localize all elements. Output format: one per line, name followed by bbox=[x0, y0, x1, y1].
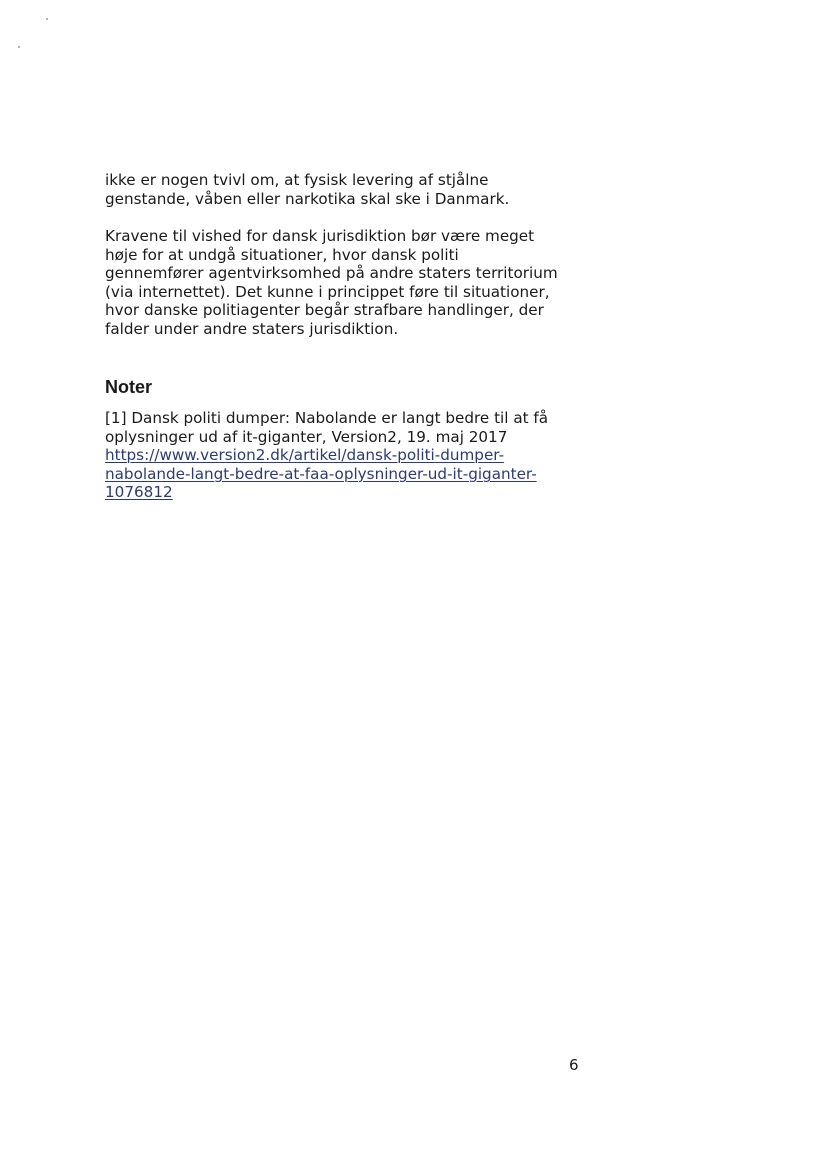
footnote-text: oplysninger ud af it-giganter, Version2, 19. maj 2017 bbox=[105, 427, 508, 446]
scan-speck bbox=[18, 46, 20, 48]
scan-speck bbox=[46, 18, 48, 20]
body-paragraph: ikke er nogen tvivl om, at fysisk levering af stjålne genstande, våben eller narkotika skal ske i Danmark. bbox=[105, 171, 510, 208]
notes-heading: Noter bbox=[105, 377, 153, 397]
footnote-text: [1] Dansk politi dumper: Nabolande er langt bedre til at få bbox=[105, 409, 549, 427]
body-paragraph: Kravene til vished for dansk jurisdiktion bør være meget høje for at undgå situationer, hvor dansk politi gennemfører agentvirksomhed på andre staters territorium (via internettet). Det kunne i princippet føre til situationer, hvor danske politiagenter begår strafbare handlinger, der falder under andre staters jurisdiktion. bbox=[105, 227, 558, 338]
footnote-link[interactable]: https://www.version2.dk/artikel/dansk-politi-dumper- nabolande-langt-bedre-at-faa-oplysninger-ud-it-giganter- 1076812 bbox=[105, 446, 537, 502]
footnote bbox=[105, 409, 585, 502]
page-number: 6 bbox=[569, 1056, 579, 1074]
